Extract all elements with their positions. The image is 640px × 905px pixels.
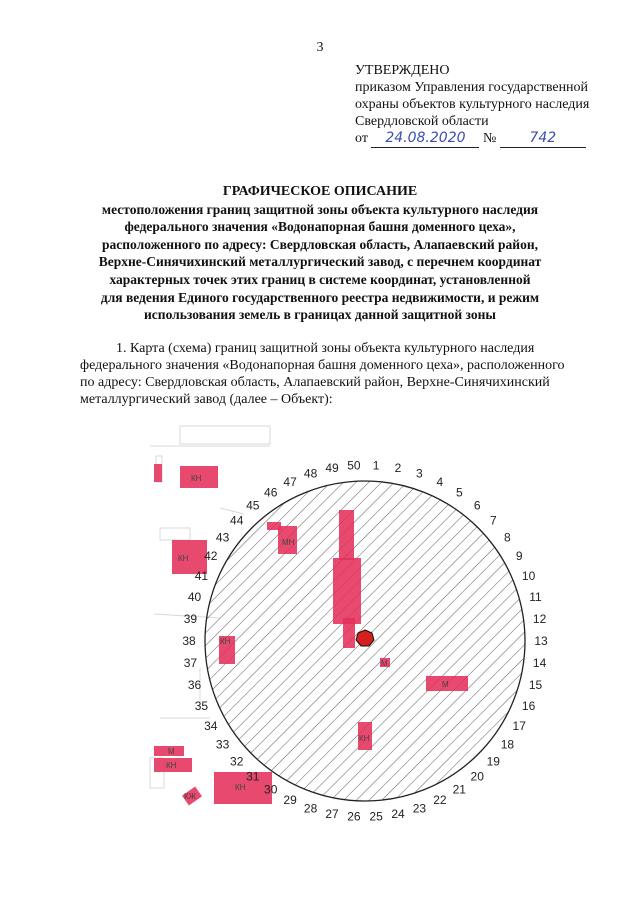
point-label: 34: [204, 718, 218, 733]
point-label: 4: [436, 474, 444, 489]
point-label: 46: [264, 485, 278, 500]
point-label: 40: [187, 590, 202, 605]
point-label: 7: [489, 513, 497, 528]
title-line-1: местоположения границ защитной зоны объекта культурного наследия: [101, 201, 539, 217]
number-field: [500, 130, 586, 148]
approval-line-2: охраны объектов культурного наследия: [355, 97, 590, 112]
building: [333, 558, 361, 624]
point-label: 41: [194, 569, 209, 584]
building: [343, 618, 355, 648]
point-label: 25: [369, 809, 383, 824]
building: [339, 510, 354, 560]
point-label: 11: [529, 590, 542, 605]
page-number: 3: [316, 40, 324, 55]
point-label: 17: [512, 718, 526, 733]
approval-date-line: [355, 130, 589, 148]
map-description-paragraph: [80, 340, 612, 408]
point-label: 18: [500, 737, 515, 752]
point-label: 44: [230, 513, 244, 528]
point-label: 9: [515, 549, 523, 564]
point-label: 5: [455, 485, 463, 500]
building-label: КЖ: [184, 792, 197, 801]
building-label: М: [442, 680, 449, 689]
building-label: КН: [359, 734, 370, 743]
title-main: ГРАФИЧЕСКОЕ ОПИСАНИЕ: [222, 184, 418, 199]
number-prefix: №: [482, 131, 497, 146]
point-label: 14: [532, 656, 547, 671]
point-label: 3: [416, 466, 423, 481]
building: [154, 464, 162, 482]
building-label: КН: [166, 761, 177, 770]
point-label: 42: [204, 549, 218, 564]
paragraph-line-2: федерального значения «Водонапорная башня доменного цеха», расположенного: [80, 358, 565, 373]
point-label: 26: [347, 809, 361, 824]
paragraph-line-4: металлургический завод (далее – Объект):: [80, 392, 333, 407]
approval-heading: УТВЕРЖДЕНО: [355, 63, 450, 78]
approval-line-1: приказом Управления государственной: [355, 80, 589, 95]
point-label: 30: [264, 782, 278, 797]
point-label: 39: [183, 611, 198, 626]
point-label: 38: [182, 634, 196, 648]
building-label: М: [381, 659, 388, 668]
building-label: КН: [235, 783, 246, 792]
point-label: 2: [394, 461, 402, 476]
paragraph-line-1: 1. Карта (схема) границ защитной зоны объекта культурного наследия: [116, 341, 535, 356]
protection-zone-map: [140, 418, 548, 848]
building-label: КН: [178, 554, 189, 563]
building-label: КН: [220, 637, 231, 646]
point-label: 16: [521, 698, 536, 713]
point-label: 47: [283, 474, 297, 489]
point-label: 12: [532, 611, 547, 626]
building-label: М: [168, 747, 175, 756]
date-field: [371, 130, 479, 148]
building-label: КН: [191, 474, 202, 483]
point-label: 23: [412, 801, 427, 816]
point-label: 28: [303, 801, 318, 816]
point-label: 1: [372, 458, 380, 473]
point-label: 31: [246, 769, 260, 784]
document-title: [60, 183, 580, 324]
approval-line-3: Свердловской области: [355, 114, 489, 129]
point-label: 43: [215, 530, 230, 545]
point-label: 29: [283, 793, 297, 808]
point-label: 45: [246, 498, 260, 513]
point-label: 15: [528, 677, 543, 692]
number-value: 742: [529, 130, 557, 146]
point-label: 36: [187, 677, 202, 692]
approval-stamp: [355, 62, 589, 148]
point-label: 24: [391, 806, 405, 821]
point-label: 33: [215, 737, 230, 752]
point-label: 50: [347, 458, 361, 473]
point-label: 21: [452, 782, 466, 797]
date-value: 24.08.2020: [385, 130, 466, 146]
title-line-7: использования земель в границах данной защитной зоны: [144, 307, 496, 323]
title-line-6: для ведения Единого государственного реестра недвижимости, и режим: [100, 289, 540, 305]
point-label: 22: [433, 793, 447, 808]
date-prefix: от: [355, 131, 368, 146]
title-line-2: федерального значения «Водонапорная башня доменного цеха»,: [124, 219, 516, 235]
point-label: 6: [473, 498, 481, 513]
paragraph-line-3: по адресу: Свердловская область, Алапаевский район, Верхне-Синячихинский: [80, 375, 550, 390]
title-line-3: расположенного по адресу: Свердловская область, Алапаевский район,: [102, 236, 538, 252]
title-line-4: Верхне-Синячихинский металлургический завод, с перечнем координат: [98, 254, 542, 270]
point-label: 37: [183, 656, 198, 671]
title-line-5: характерных точек этих границ в системе координат, установленной: [109, 271, 531, 287]
point-label: 49: [325, 461, 339, 476]
object-marker-icon: [356, 630, 374, 646]
point-label: 35: [194, 698, 209, 713]
building-label: МН: [282, 538, 295, 547]
point-label: 32: [230, 754, 244, 769]
point-label: 13: [534, 634, 548, 648]
point-label: 8: [504, 530, 511, 545]
point-label: 27: [325, 806, 339, 821]
point-label: 19: [486, 754, 500, 769]
point-label: 20: [470, 769, 484, 784]
point-label: 48: [303, 466, 318, 481]
point-label: 10: [521, 569, 536, 584]
